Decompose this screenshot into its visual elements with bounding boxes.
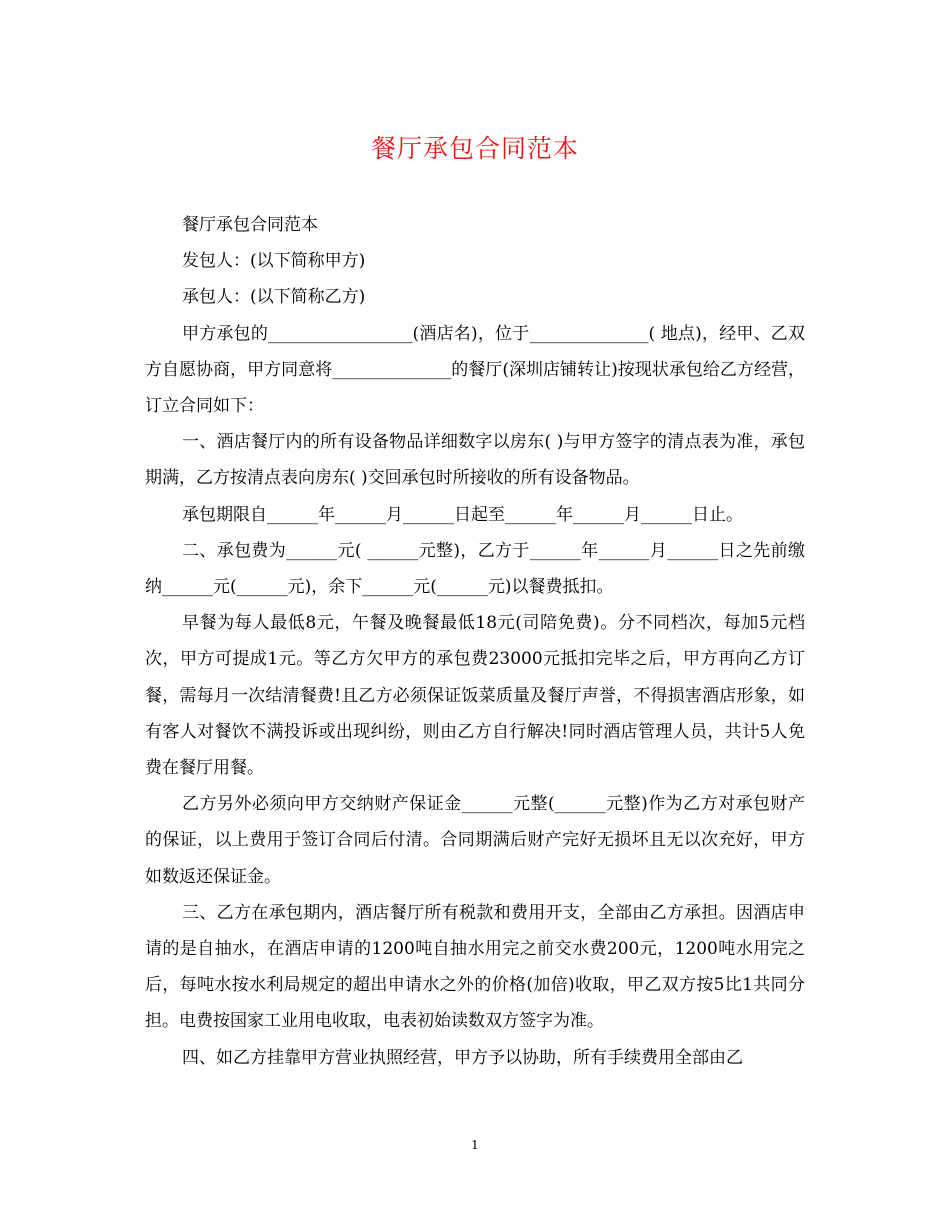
paragraph-clause-1: 一、酒店餐厅内的所有设备物品详细数字以房东( )与甲方签字的清点表为准，承包期满，乙方按清点表向房东( )交回承包时所接收的所有设备物品。 bbox=[145, 432, 805, 489]
document-body bbox=[145, 207, 805, 1076]
paragraph-contractor-b: 承包人：(以下简称乙方) bbox=[182, 287, 366, 308]
paragraph-intro: 甲方承包的_________________(酒店名)，位于______________( 地点)，经甲、乙双方自愿协商，甲方同意将______________的餐厅(深圳店铺转让)按现状承包给乙方经营，订立合同如下： bbox=[145, 323, 805, 417]
paragraph-deposit: 乙方另外必须向甲方交纳财产保证金______元整(______元整)作为乙方对承包财产的保证，以上费用于签订合同后付清。合同期满后财产完好无损坏且无以次充好，甲方如数返还保证金。 bbox=[145, 794, 805, 887]
paragraph-term: 承包期限自______年______月______日起至______年______月______日止。 bbox=[182, 504, 743, 525]
page-number: 1 bbox=[471, 1138, 479, 1152]
document-title: 餐厅承包合同范本 bbox=[370, 134, 579, 163]
paragraph-heading: 餐厅承包合同范本 bbox=[182, 215, 318, 235]
paragraph-clause-4: 四、如乙方挂靠甲方营业执照经营，甲方予以协助，所有手续费用全部由乙 bbox=[182, 1047, 743, 1068]
paragraph-clause-3: 三、乙方在承包期内，酒店餐厅所有税款和费用开支，全部由乙方承担。因酒店申请的是自抽水，在酒店申请的1200吨自抽水用完之前交水费200元，1200吨水用完之后，每吨水按水利局规定的超出申请水之外的价格(加倍)收取，甲乙双方按5比1共同分担。电费按国家工业用电收取，电表初始读数双方签字为准。 bbox=[145, 902, 805, 1032]
paragraph-clause-2: 二、承包费为______元( ______元整)，乙方于______年______月______日之先前缴纳______元(______元)，余下______元(______元)以餐费抵扣。 bbox=[145, 540, 805, 598]
paragraph-contractor-a: 发包人：(以下简称甲方) bbox=[182, 251, 366, 272]
paragraph-meals: 早餐为每人最低8元，午餐及晚餐最低18元(司陪免费)。分不同档次，每加5元档次，甲方可提成1元。等乙方欠甲方的承包费23000元抵扣完毕之后，甲方再向乙方订餐，需每月一次结清餐费!且乙方必须保证饭菜质量及餐厅声誉，不得损害酒店形象，如有客人对餐饮不满投诉或出现纠纷，则由乙方自行解决!同时酒店管理人员，共计5人免费在餐厅用餐。 bbox=[145, 613, 805, 779]
